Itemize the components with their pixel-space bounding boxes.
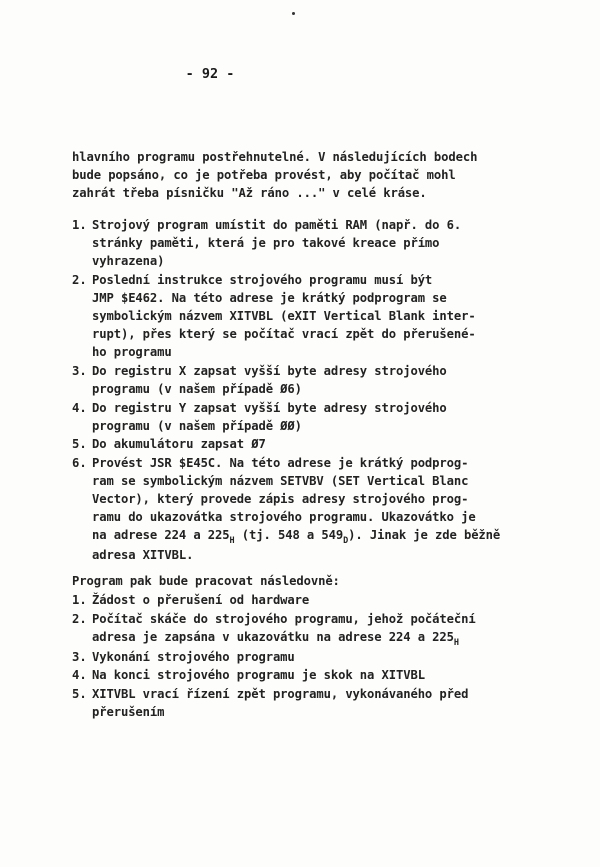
subscript-h: H: [453, 638, 459, 648]
program-heading: Program pak bude pracovat následovně:: [72, 574, 340, 588]
flow-number: 2.: [72, 612, 87, 626]
flow-number: 1.: [72, 593, 87, 607]
step-4-line-1: Do registru Y zapsat vyšší byte adresy strojového: [92, 401, 447, 415]
step-6-line-5-c: ). Jinak je zde běžně: [348, 528, 501, 542]
step-number: 4.: [72, 401, 87, 415]
step-6-line-3: Vector), který provede zápis adresy strojového prog-: [92, 492, 469, 506]
step-2-line-2: JMP $E462. Na této adrese je krátký podprogram se: [92, 291, 447, 305]
step-2-line-4: rupt), přes který se počítač vrací zpět do přerušené-: [92, 327, 476, 341]
flow-number: 3.: [72, 650, 87, 664]
step-5-line-1: Do akumulátoru zapsat Ø7: [92, 437, 266, 451]
step-6-line-4: ramu do ukazovátka strojového programu. Ukazovátko je: [92, 510, 476, 524]
step-number: 1.: [72, 218, 87, 232]
step-1-line-3: vyhrazena): [92, 254, 165, 268]
step-1-line-1: Strojový program umístit do paměti RAM (např. do 6.: [92, 218, 462, 232]
step-6-line-5-b: (tj. 548 a 549: [234, 528, 344, 542]
subscript-h: H: [229, 536, 235, 546]
intro-line-1: hlavního programu postřehnutelné. V následujících bodech: [72, 150, 478, 164]
step-2-line-3: symbolickým názvem XITVBL (eXIT Vertical Blank inter-: [92, 309, 476, 323]
step-6-line-5-a: na adrese 224 a 225: [92, 528, 230, 542]
step-3-line-2: programu (v našem případě Ø6): [92, 382, 302, 396]
step-4-line-2: programu (v našem případě ØØ): [92, 419, 302, 433]
step-number: 2.: [72, 273, 87, 287]
flow-4-line-1: Na konci strojového programu je skok na XITVBL: [92, 668, 425, 682]
flow-2-line-1: Počítač skáče do strojového programu, jehož počáteční: [92, 612, 476, 626]
subscript-d: D: [343, 536, 349, 546]
step-number: 5.: [72, 437, 87, 451]
flow-2-line-2: [92, 630, 459, 648]
step-2-line-1: Poslední instrukce strojového programu musí být: [92, 273, 433, 287]
step-number: 6.: [72, 456, 87, 470]
flow-number: 5.: [72, 687, 87, 701]
flow-number: 4.: [72, 668, 87, 682]
flow-2-line-2-a: adresa je zapsána v ukazovátku na adrese 224 a 225: [92, 630, 454, 644]
page-number: - 92 -: [185, 66, 235, 82]
step-6-line-1: Provést JSR $E45C. Na této adrese je krátký podprog-: [92, 456, 469, 470]
step-2-line-5: ho programu: [92, 345, 172, 359]
intro-line-2: bude popsáno, co je potřeba provést, aby počítač mohl: [72, 168, 456, 182]
step-6-line-6: adresa XITVBL.: [92, 548, 194, 562]
flow-1-line-1: Žádost o přerušení od hardware: [92, 593, 310, 607]
step-6-line-5: [92, 528, 501, 546]
intro-line-3: zahrát třeba písničku "Až ráno ..." v celé kráse.: [72, 186, 427, 200]
scan-speck: [292, 12, 295, 15]
flow-3-line-1: Vykonání strojového programu: [92, 650, 295, 664]
step-6-line-2: ram se symbolickým názvem SETVBV (SET Vertical Blanc: [92, 474, 469, 488]
step-1-line-2: stránky paměti, která je pro takové kreace přímo: [92, 236, 440, 250]
step-3-line-1: Do registru X zapsat vyšší byte adresy strojového: [92, 364, 447, 378]
step-number: 3.: [72, 364, 87, 378]
flow-5-line-2: přerušením: [92, 705, 165, 719]
flow-5-line-1: XITVBL vrací řízení zpět programu, vykonávaného před: [92, 687, 469, 701]
